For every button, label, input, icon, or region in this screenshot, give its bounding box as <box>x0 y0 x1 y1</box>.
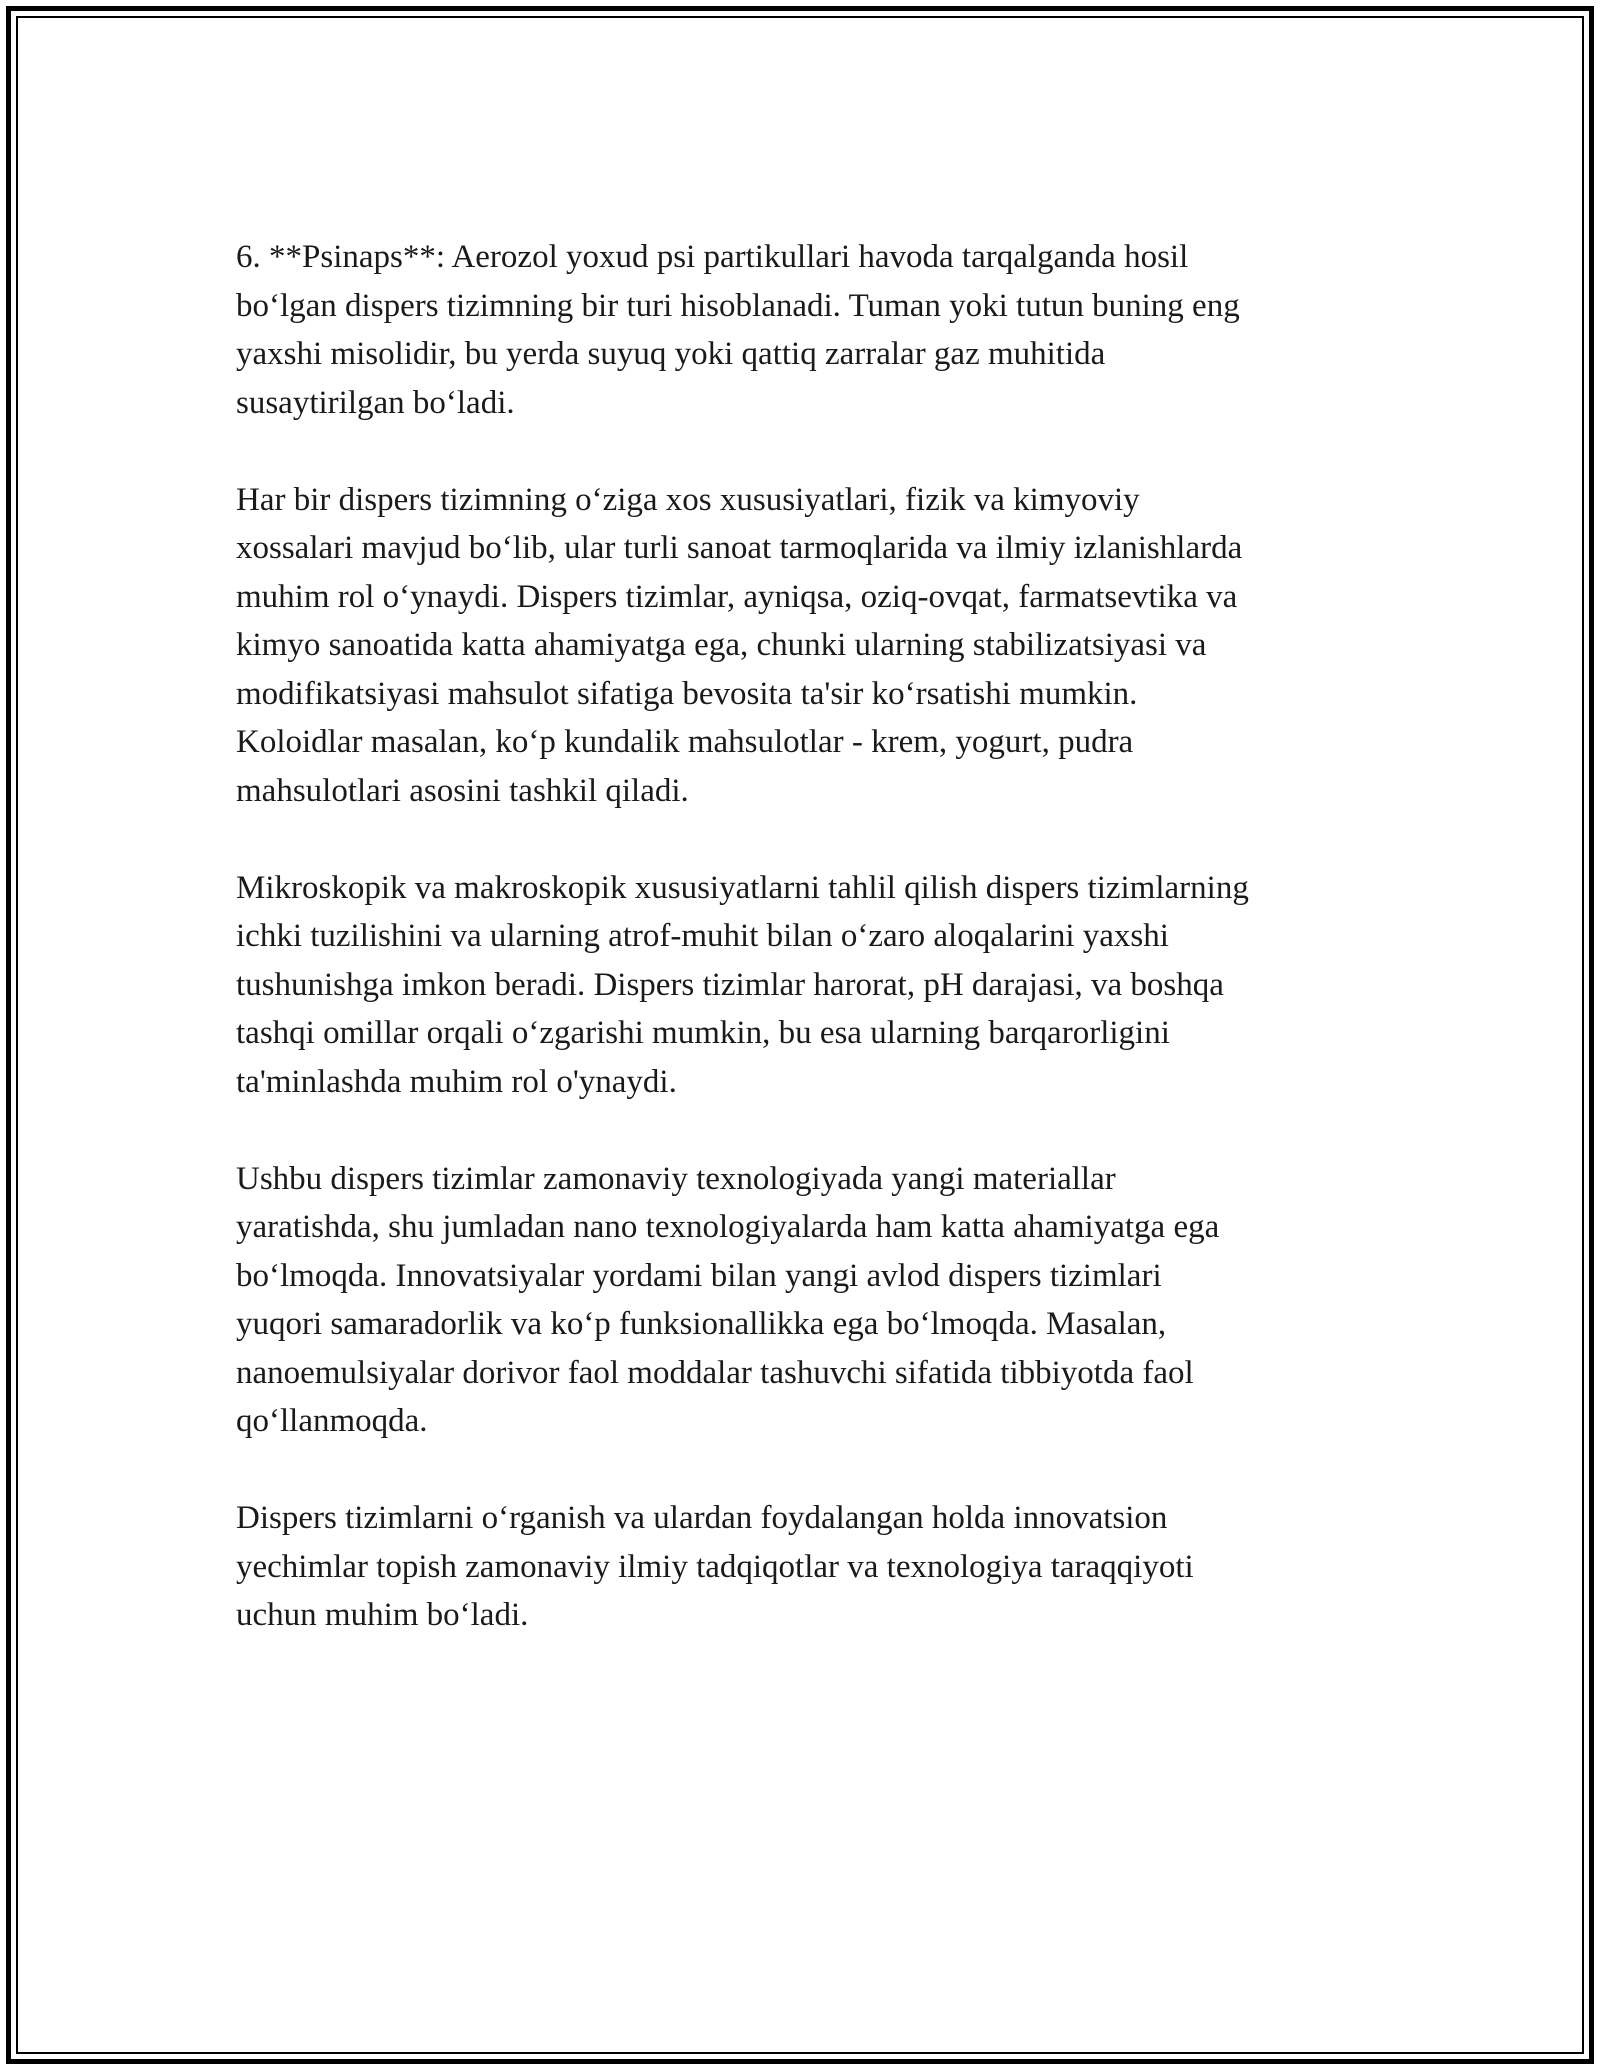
paragraph-conclusion: Dispers tizimlarni o‘rganish va ulardan foydalangan holda innovatsion yechimlar topish zamonaviy ilmiy tadqiqotlar va texnologiya taraqqiyoti uchun muhim bo‘ladi. <box>236 1500 1194 1633</box>
document-body <box>236 233 1366 1688</box>
paragraph-psinaps: 6. **Psinaps**: Aerozol yoxud psi partikullari havoda tarqalganda hosil bo‘lgan dispers tizimning bir turi hisoblanadi. Tuman yoki tutun buning eng yaxshi misolidir, bu yerda suyuq yoki qattiq zarralar gaz muhitida susaytirilgan bo‘ladi. <box>236 239 1240 421</box>
paragraph-technology: Ushbu dispers tizimlar zamonaviy texnologiyada yangi materiallar yaratishda, shu jumladan nano texnologiyalarda ham katta ahamiyatga ega bo‘lmoqda. Innovatsiyalar yordami bilan yangi avlod dispers tizimlari yuqori samaradorlik va ko‘p funksionallikka ega bo‘lmoqda. Masalan, nanoemulsiyalar dorivor faol moddalar tashuvchi sifatida tibbiyotda faol qo‘llanmoqda. <box>236 1160 1220 1439</box>
paragraph-properties: Har bir dispers tizimning o‘ziga xos xususiyatlari, fizik va kimyoviy xossalari mavjud bo‘lib, ular turli sanoat tarmoqlarida va ilmiy izlanishlarda muhim rol o‘ynaydi. Dispers tizimlar, ayniqsa, oziq-ovqat, farmatsevtika va kimyo sanoatida katta ahamiyatga ega, chunki ularning stabilizatsiyasi va modifikatsiyasi mahsulot sifatiga bevosita ta'sir ko‘rsatishi mumkin. Koloidlar masalan, ko‘p kundalik mahsulotlar - krem, yogurt, pudra mahsulotlari asosini tashkil qiladi. <box>236 481 1243 809</box>
paragraph-analysis: Mikroskopik va makroskopik xususiyatlarni tahlil qilish dispers tizimlarning ichki tuzilishini va ularning atrof-muhit bilan o‘zaro aloqalarini yaxshi tushunishga imkon beradi. Dispers tizimlar harorat, pH darajasi, va boshqa tashqi omillar orqali o‘zgarishi mumkin, bu esa ularning barqarorligini ta'minlashda muhim rol o'ynaydi. <box>236 869 1249 1100</box>
